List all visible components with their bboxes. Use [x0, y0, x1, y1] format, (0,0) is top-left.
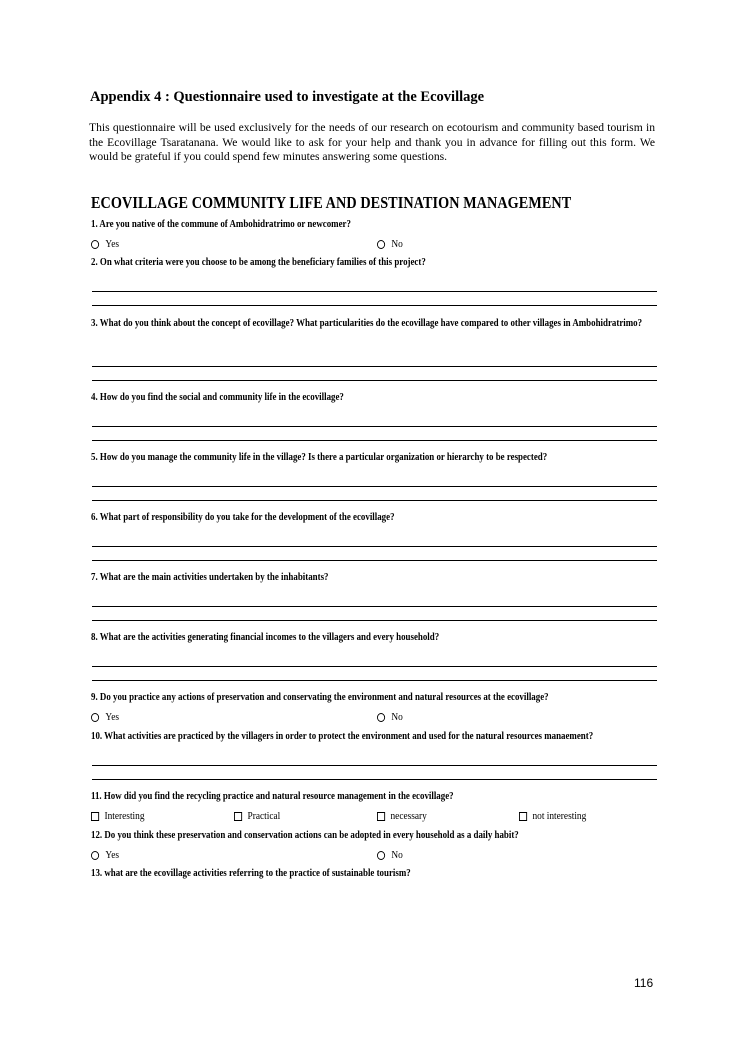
question-3: 3. What do you think about the concept of ecovillage? What particularities do the ecovillage have compared to other villages in Ambohidratrimo?: [91, 318, 643, 329]
option-label: Yes: [105, 712, 120, 723]
option-label: No: [391, 850, 403, 861]
option-label: Yes: [105, 850, 120, 861]
answer-line[interactable]: [92, 620, 657, 621]
checkbox-icon[interactable]: [91, 812, 99, 821]
option-label: necessary: [390, 811, 427, 822]
option-label: Interesting: [104, 811, 145, 822]
question-1: 1. Are you native of the commune of Ambohidratrimo or newcomer?: [91, 219, 351, 230]
option-label: not interesting: [532, 811, 587, 822]
radio-icon[interactable]: [377, 851, 385, 860]
radio-icon[interactable]: [91, 240, 99, 249]
q11-option-practical[interactable]: [234, 811, 280, 822]
option-label: Yes: [105, 239, 120, 250]
checkbox-icon[interactable]: [377, 812, 385, 821]
radio-icon[interactable]: [377, 713, 385, 722]
question-8: 8. What are the activities generating financial incomes to the villagers and every household?: [91, 632, 440, 643]
page-number: 116: [634, 976, 654, 990]
answer-line[interactable]: [92, 779, 657, 780]
checkbox-icon[interactable]: [519, 812, 527, 821]
option-label: Practical: [247, 811, 281, 822]
q1-option-no[interactable]: [377, 239, 403, 250]
question-2: 2. On what criteria were you choose to be among the beneficiary families of this project?: [91, 257, 426, 268]
answer-line[interactable]: [92, 305, 657, 306]
q11-option-necessary[interactable]: [377, 811, 427, 822]
q1-option-yes[interactable]: [91, 239, 119, 250]
section-title: ECOVILLAGE COMMUNITY LIFE AND DESTINATION MANAGEMENT: [91, 193, 572, 212]
question-9: 9. Do you practice any actions of preservation and conservating the environment and natural resources at the ecovillage?: [91, 692, 549, 703]
answer-line[interactable]: [92, 560, 657, 561]
question-11: 11. How did you find the recycling practice and natural resource management in the ecovillage?: [91, 791, 454, 802]
question-12: 12. Do you think these preservation and conservation actions can be adopted in every household as a daily habit?: [91, 830, 519, 841]
question-4: 4. How do you find the social and community life in the ecovillage?: [91, 392, 344, 403]
q12-option-no[interactable]: [377, 850, 403, 861]
q12-option-yes[interactable]: [91, 850, 119, 861]
option-label: No: [391, 239, 403, 250]
q11-option-not-interesting[interactable]: [519, 811, 586, 822]
q11-option-interesting[interactable]: [91, 811, 144, 822]
q9-option-yes[interactable]: [91, 712, 119, 723]
answer-line[interactable]: [92, 765, 657, 766]
checkbox-icon[interactable]: [234, 812, 242, 821]
radio-icon[interactable]: [377, 240, 385, 249]
appendix-title: Appendix 4 : Questionnaire used to investigate at the Ecovillage: [90, 89, 485, 105]
answer-line[interactable]: [92, 426, 657, 427]
option-label: No: [391, 712, 403, 723]
answer-line[interactable]: [92, 291, 657, 292]
answer-line[interactable]: [92, 380, 657, 381]
radio-icon[interactable]: [91, 851, 99, 860]
answer-line[interactable]: [92, 366, 657, 367]
intro-paragraph: This questionnaire will be used exclusively for the needs of our research on ecotourism and community based tourism in the Ecovillage Tsaratanana. We would like to ask for your help and thank you in advance for filling out this form. We would be grateful if you could spend few minutes answering some questions.: [89, 121, 655, 164]
question-6: 6. What part of responsibility do you take for the development of the ecovillage?: [91, 512, 395, 523]
question-5: 5. How do you manage the community life in the village? Is there a particular organization or hierarchy to be respected?: [91, 452, 548, 463]
question-10: 10. What activities are practiced by the villagers in order to protect the environment and used for the natural resources manaement?: [91, 731, 594, 742]
question-7: 7. What are the main activities undertaken by the inhabitants?: [91, 572, 329, 583]
answer-line[interactable]: [92, 666, 657, 667]
answer-line[interactable]: [92, 546, 657, 547]
answer-line[interactable]: [92, 440, 657, 441]
q9-option-no[interactable]: [377, 712, 403, 723]
answer-line[interactable]: [92, 606, 657, 607]
answer-line[interactable]: [92, 500, 657, 501]
answer-line[interactable]: [92, 486, 657, 487]
radio-icon[interactable]: [91, 713, 99, 722]
question-13: 13. what are the ecovillage activities referring to the practice of sustainable tourism?: [91, 868, 411, 879]
answer-line[interactable]: [92, 680, 657, 681]
